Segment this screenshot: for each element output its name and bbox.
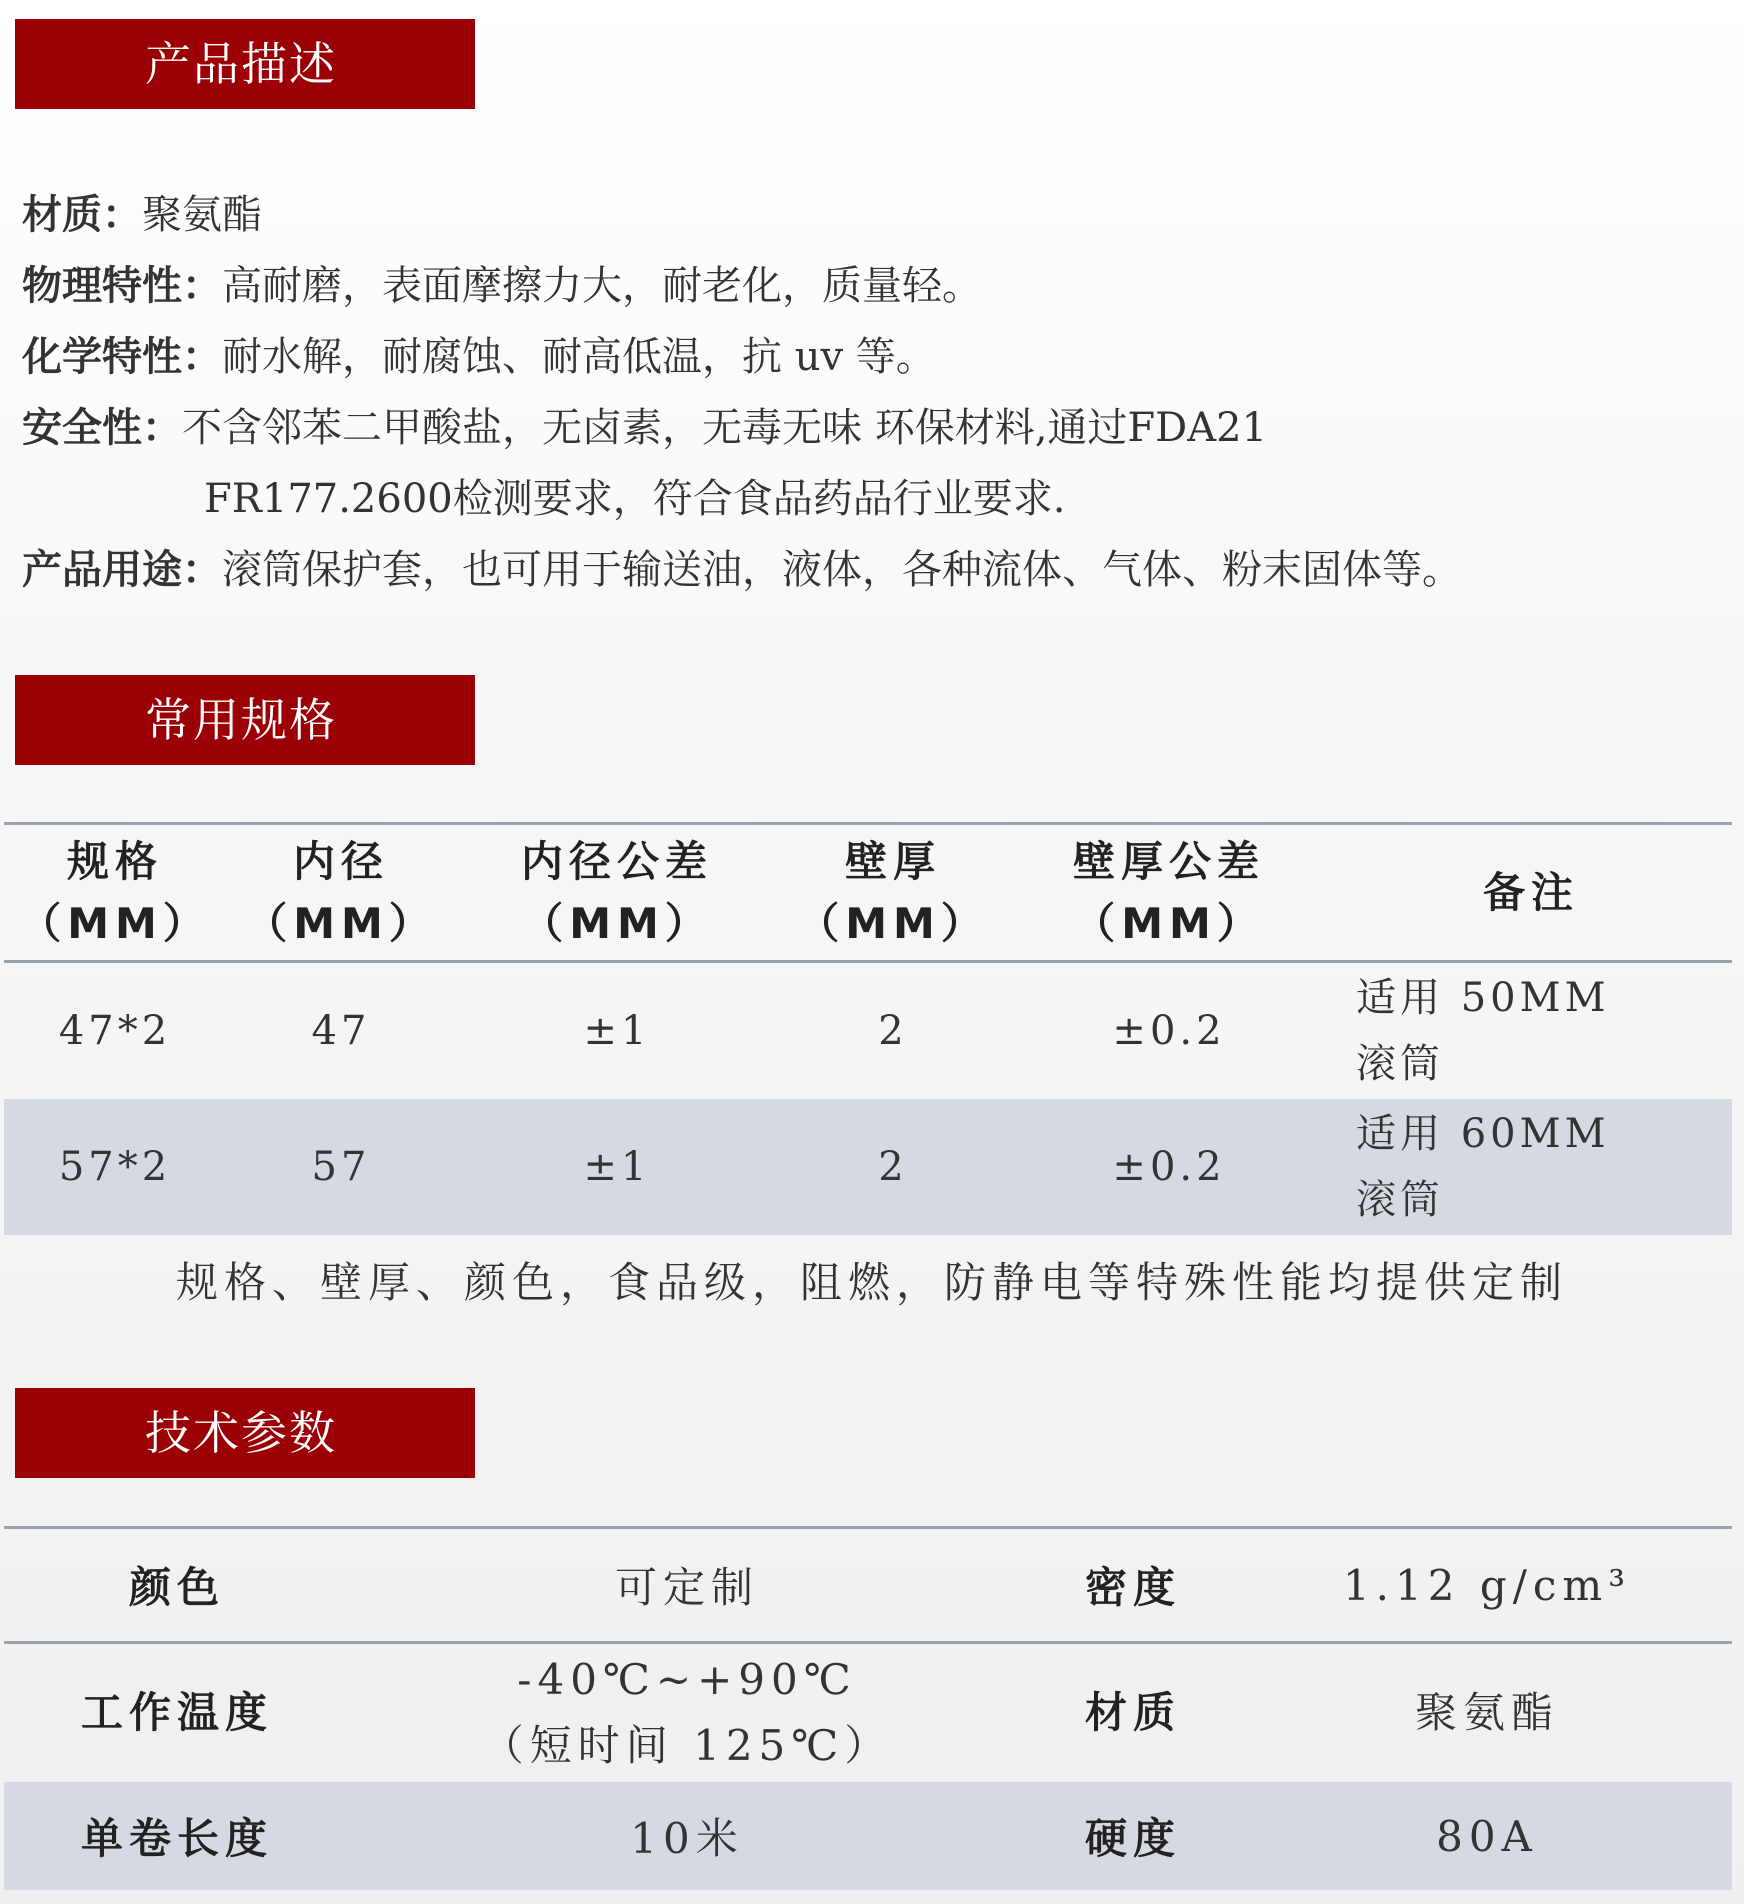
cell-spec: 57*2 [4,1099,226,1235]
cell-inner: 47 [311,1008,371,1054]
density-value: 1.12 g/cm³ [1242,1528,1732,1643]
table-row [4,1528,1732,1643]
density-label: 密度 [1024,1528,1242,1643]
material-label-tech: 材质 [1084,1688,1181,1737]
cell-note: 适用 50MM 滚筒 [1356,975,1610,1087]
hardness-value: 80A [1242,1782,1732,1890]
tech-table [4,1526,1732,1890]
length-value: 10米 [350,1782,1024,1890]
hardness-label: 硬度 [1024,1782,1242,1890]
chemical-label: 化学特性： [22,334,222,380]
temp-value: -40℃~+90℃ （短时间 125℃） [481,1655,893,1770]
product-description [22,180,1722,606]
header-wall-tolerance: 壁厚公差 （MM） [1008,824,1330,962]
cell-wall: 2 [878,1008,908,1054]
header-spec: 规格 （MM） [4,824,226,962]
usage-value: 滚筒保护套，也可用于输送油，液体，各种流体、气体、粉末固体等。 [222,547,1462,593]
safety-value-line1: 不含邻苯二甲酸盐，无卤素，无毒无味 环保材料,通过FDA21 [182,405,1268,451]
cell-inner-tol: ±1 [583,1008,651,1054]
material-value: 聚氨酯 [142,192,262,238]
safety-label: 安全性： [22,405,182,451]
header-wall-thickness: 壁厚 （MM） [778,824,1008,962]
color-label: 颜色 [4,1528,350,1643]
table-row [4,1782,1732,1890]
spec-table [4,822,1732,1235]
color-value: 可定制 [350,1528,1024,1643]
cell-wall-tol: ±0.2 [1112,1008,1226,1054]
physical-label: 物理特性： [22,263,222,309]
cell-wall-tol: ±0.2 [1008,1099,1330,1235]
temp-label: 工作温度 [80,1688,273,1737]
safety-row-continued [22,464,1722,535]
section-header-specs: 常用规格 [15,675,475,765]
header-inner-tolerance: 内径公差 （MM） [456,824,778,962]
cell-spec: 47*2 [58,1008,172,1054]
length-label: 单卷长度 [4,1782,350,1890]
header-note: 备注 [1330,824,1732,962]
cell-note: 适用 60MM 滚筒 [1330,1099,1732,1235]
spec-footnote: 规格、壁厚、颜色，食品级，阻燃，防静电等特殊性能均提供定制 [175,1258,1568,1307]
chemical-value: 耐水解，耐腐蚀、耐高低温，抗 uv 等。 [222,334,936,380]
cell-inner-tol: ±1 [456,1099,778,1235]
material-value-tech: 聚氨酯 [1414,1688,1559,1737]
table-row [4,1643,1732,1783]
usage-row [22,535,1722,606]
physical-value: 高耐磨，表面摩擦力大，耐老化，质量轻。 [222,263,982,309]
safety-value-line2: FR177.2600检测要求，符合食品药品行业要求. [204,476,1066,522]
section-header-description: 产品描述 [15,19,475,109]
material-label: 材质： [22,192,142,238]
usage-label: 产品用途： [22,547,222,593]
chemical-row [22,322,1722,393]
section-header-tech: 技术参数 [15,1388,475,1478]
table-row [4,962,1732,1100]
cell-inner: 57 [226,1099,456,1235]
material-row [22,180,1722,251]
cell-wall: 2 [778,1099,1008,1235]
spec-header-row [4,824,1732,962]
safety-row [22,393,1722,464]
header-inner-diameter: 内径 （MM） [226,824,456,962]
physical-row [22,251,1722,322]
table-row [4,1099,1732,1235]
